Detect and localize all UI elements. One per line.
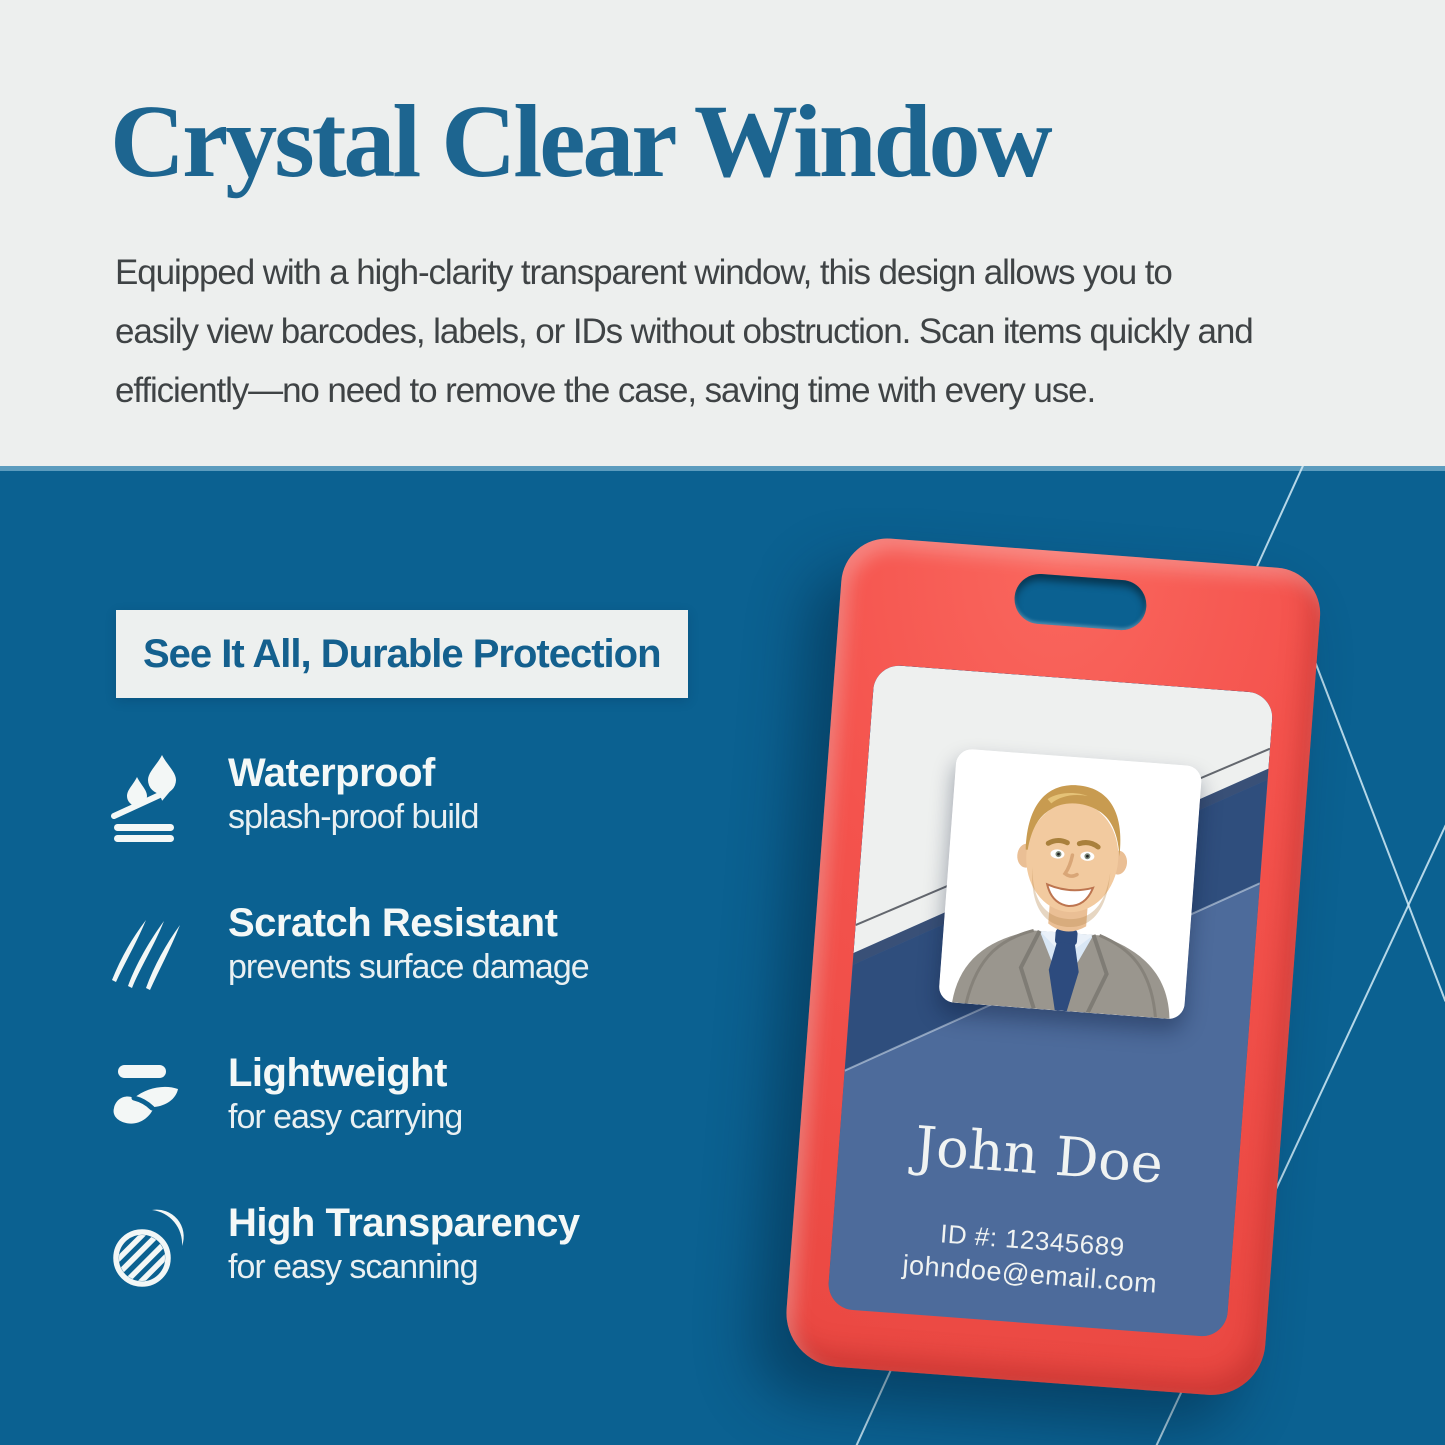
intro-paragraph [115,243,1253,420]
feature-subtitle: prevents surface damage [228,948,589,986]
intro-line-1: Equipped with a high-clarity transparent window, this design allows you to [115,253,1172,292]
feature-subtitle: splash-proof build [228,798,479,836]
feature-waterproof [106,750,589,900]
feature-title: Scratch Resistant [228,901,558,945]
feature-subtitle: for easy carrying [228,1098,463,1136]
clear-window [827,664,1274,1338]
id-photo [938,748,1202,1020]
waterproof-icon [106,752,190,844]
portrait-man [938,748,1202,1020]
intro-line-2: easily view barcodes, labels, or IDs without obstruction. Scan items quickly and [115,312,1253,351]
section-label-text: See It All, Durable Protection [143,631,661,676]
feature-subtitle: for easy scanning [228,1248,478,1286]
header-section [0,0,1445,466]
cardholder-email: johndoe@email.com [901,1249,1159,1299]
high-transparency-icon [106,1202,190,1294]
section-label [116,610,688,698]
id-badge-holder [783,535,1324,1399]
feature-title: Lightweight [228,1051,447,1095]
feature-scratch-resistant [106,900,589,1050]
lanyard-slot-hole [1013,572,1148,632]
feature-title: High Transparency [228,1201,580,1245]
lightweight-icon [106,1052,190,1144]
page-title: Crystal Clear Window [110,84,1050,199]
intro-line-3: efficiently—no need to remove the case, saving time with every use. [115,371,1096,410]
scratch-resistant-icon [106,902,190,994]
cardholder-id-number: ID #: 12345689 [939,1218,1126,1263]
benefits-section [0,466,1445,1445]
feature-high-transparency [106,1200,589,1350]
feature-lightweight [106,1050,589,1200]
feature-title: Waterproof [228,751,435,795]
cardholder-name: John Doe [912,1114,1166,1196]
diagonal-accent-line [1298,618,1445,1001]
feature-list [106,750,589,1350]
